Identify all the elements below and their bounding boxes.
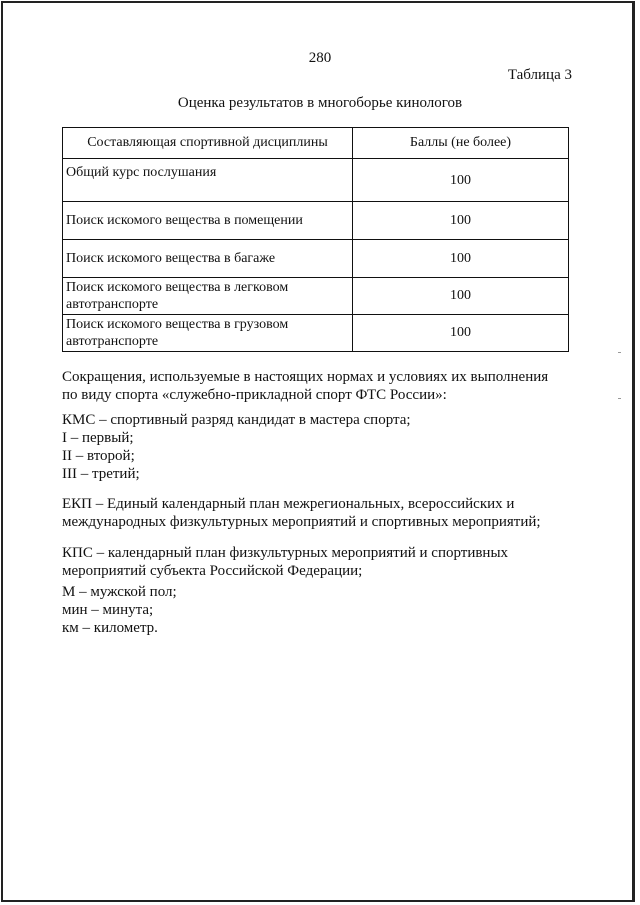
abbr-kps-line: КПС – календарный план физкультурных мероприятий и спортивных (62, 545, 509, 561)
table-title: Оценка результатов в многоборье кинологов (177, 95, 463, 111)
abbr-ekp-line: ЕКП – Единый календарный план межрегиональных, всероссийских и (62, 496, 515, 512)
abbr-m: М – мужской пол; (62, 584, 177, 600)
page-number: 280 (308, 50, 332, 66)
discipline-cell (63, 315, 353, 352)
table-header-row (63, 128, 569, 159)
discipline-cell: Поиск искомого вещества в багаже (63, 240, 353, 278)
points-cell: 100 (353, 240, 569, 278)
scan-mark (618, 398, 621, 399)
points-cell: 100 (353, 159, 569, 202)
abbreviations-intro-line: по виду спорта «служебно-прикладной спорт ФТС России»: (62, 387, 447, 403)
abbr-km: км – километр. (62, 620, 158, 636)
table-row (63, 278, 569, 315)
abbr-kms: КМС – спортивный разряд кандидат в мастера спорта; (62, 412, 411, 428)
points-cell: 100 (353, 202, 569, 240)
header-discipline: Составляющая спортивной дисциплины (63, 128, 353, 159)
abbr-first: I – первый; (62, 430, 134, 446)
discipline-line: автотранспорте (66, 334, 159, 349)
abbreviations-intro-line: Сокращения, используемые в настоящих нормах и условиях их выполнения (62, 369, 549, 385)
header-points: Баллы (не более) (353, 128, 569, 159)
abbr-min: мин – минута; (62, 602, 154, 618)
abbr-third: III – третий; (62, 466, 140, 482)
discipline-line: автотранспорте (66, 297, 159, 312)
discipline-cell: Общий курс послушания (63, 159, 353, 202)
scan-mark (618, 352, 621, 353)
results-table (62, 127, 569, 352)
abbr-ekp-line: международных физкультурных мероприятий и спортивных мероприятий; (62, 514, 541, 530)
points-cell: 100 (353, 278, 569, 315)
table-row (63, 240, 569, 278)
discipline-line: Поиск искомого вещества в грузовом (66, 317, 289, 332)
abbr-kps-line: мероприятий субъекта Российской Федерации; (62, 563, 363, 579)
discipline-cell: Поиск искомого вещества в помещении (63, 202, 353, 240)
discipline-cell (63, 278, 353, 315)
discipline-line: Поиск искомого вещества в легковом (66, 280, 289, 295)
table-row (63, 202, 569, 240)
table-row (63, 159, 569, 202)
abbr-second: II – второй; (62, 448, 135, 464)
table-label: Таблица 3 (507, 67, 572, 83)
table-row (63, 315, 569, 352)
points-cell: 100 (353, 315, 569, 352)
